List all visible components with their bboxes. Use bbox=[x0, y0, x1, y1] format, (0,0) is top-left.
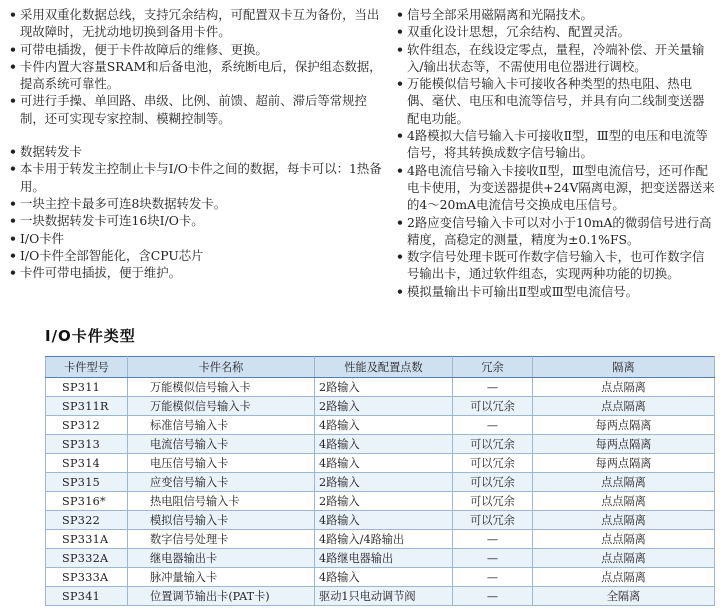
list-item-text: 信号全部采用磁隔离和光隔技术。 bbox=[407, 7, 593, 22]
cell-model: SP316* bbox=[46, 492, 128, 511]
table-header-row bbox=[46, 357, 715, 378]
column-header-name: 卡件名称 bbox=[128, 357, 315, 378]
list-item bbox=[8, 6, 388, 41]
list-item bbox=[8, 230, 388, 247]
io-card-table bbox=[45, 356, 715, 606]
cell-model: SP315 bbox=[46, 473, 128, 492]
right-column bbox=[395, 6, 715, 300]
cell-spec: 4路输入 bbox=[315, 568, 453, 587]
cell-name: 位置调节输出卡(PAT卡) bbox=[128, 587, 315, 606]
cell-isolation: 每两点隔离 bbox=[533, 454, 715, 473]
table-row bbox=[46, 416, 715, 435]
list-item-text: 数字信号处理卡既可作数字信号输入卡，也可作数字信号输出卡，通过软件组态，实现两种功能的切换。 bbox=[407, 249, 705, 282]
cell-spec: 4路输入 bbox=[315, 435, 453, 454]
column-header-redundancy: 冗余 bbox=[453, 357, 533, 378]
list-item bbox=[395, 248, 715, 283]
cell-redundancy: — bbox=[453, 416, 533, 435]
column-header-spec: 性能及配置点数 bbox=[315, 357, 453, 378]
bullet-icon: • bbox=[9, 58, 17, 74]
list-item-text: 采用双重化数据总线，支持冗余结构，可配置双卡互为备份，当出现故障时，无扰动地切换到备用卡件。 bbox=[20, 7, 380, 40]
table-row bbox=[46, 587, 715, 606]
bullet-icon: • bbox=[396, 128, 404, 144]
list-item bbox=[8, 195, 388, 212]
list-item-text: 万能模似信号输入卡可接收各种类型的热电阻、热电偶、毫伏、电压和电流等信号，并具有向二线制变送器配电功能。 bbox=[407, 76, 705, 126]
table-row bbox=[46, 397, 715, 416]
cell-redundancy: 可以冗余 bbox=[453, 454, 533, 473]
cell-isolation: 点点隔离 bbox=[533, 492, 715, 511]
list-item bbox=[8, 264, 388, 281]
table-row bbox=[46, 530, 715, 549]
feature-list-forwarding-io bbox=[8, 143, 388, 281]
cell-redundancy: — bbox=[453, 587, 533, 606]
cell-name: 电压信号输入卡 bbox=[128, 454, 315, 473]
list-item-text: 卡件内置大容量SRAM和后备电池，系统断电后，保护组态数据，提高系统可靠性。 bbox=[20, 58, 382, 92]
cell-isolation: 点点隔离 bbox=[533, 473, 715, 492]
cell-spec: 4路输入 bbox=[315, 416, 453, 435]
list-item-text: I/O卡件 bbox=[20, 230, 65, 246]
cell-isolation: 点点隔离 bbox=[533, 530, 715, 549]
cell-redundancy: — bbox=[453, 530, 533, 549]
cell-redundancy: — bbox=[453, 568, 533, 587]
cell-model: SP332A bbox=[46, 549, 128, 568]
list-item bbox=[395, 283, 715, 300]
cell-redundancy: 可以冗余 bbox=[453, 435, 533, 454]
table-row bbox=[46, 473, 715, 492]
list-item-text: 4路模拟大信号输入卡可接收Ⅱ型，Ⅲ型的电压和电流等信号，将其转换成数字信号输出。 bbox=[407, 128, 708, 161]
cell-name: 热电阻信号输入卡 bbox=[128, 492, 315, 511]
cell-isolation: 点点隔离 bbox=[533, 549, 715, 568]
bullet-icon: • bbox=[9, 93, 17, 109]
list-item-text: 卡件可带电插拔，便于维护。 bbox=[20, 265, 182, 281]
list-item-text: 双重化设计思想，冗余结构、配置灵活。 bbox=[407, 24, 631, 40]
list-item-text: 2路应变信号输入卡可以对小于10mA的微弱信号进行高精度，高稳定的测量，精度为±0.1%FS。 bbox=[407, 214, 712, 247]
bullet-icon: • bbox=[9, 230, 17, 246]
list-item bbox=[395, 75, 715, 127]
list-item-text: 可进行手操、单回路、串级、比例、前馈、超前、滞后等常规控制，还可实现专家控制、模糊控制等。 bbox=[20, 93, 367, 126]
table-row bbox=[46, 378, 715, 397]
cell-redundancy: 可以冗余 bbox=[453, 397, 533, 416]
bullet-icon: • bbox=[396, 283, 404, 299]
spacer bbox=[8, 127, 388, 143]
table-row bbox=[46, 549, 715, 568]
cell-name: 脉冲量输入卡 bbox=[128, 568, 315, 587]
cell-spec: 2路输入 bbox=[315, 473, 453, 492]
bullet-icon: • bbox=[396, 249, 404, 265]
cell-model: SP341 bbox=[46, 587, 128, 606]
cell-redundancy: — bbox=[453, 378, 533, 397]
cell-name: 模拟信号输入卡 bbox=[128, 511, 315, 530]
list-item-text: 一块数据转发卡可连16块I/O卡。 bbox=[20, 213, 204, 229]
column-header-model: 卡件型号 bbox=[46, 357, 128, 378]
bullet-icon: • bbox=[396, 162, 404, 178]
cell-spec: 4路输入 bbox=[315, 511, 453, 530]
cell-spec: 驱动1只电动调节阀 bbox=[315, 587, 453, 606]
list-item bbox=[395, 214, 715, 249]
table-row bbox=[46, 454, 715, 473]
cell-isolation: 点点隔离 bbox=[533, 568, 715, 587]
feature-list-main-control bbox=[8, 6, 388, 127]
cell-model: SP331A bbox=[46, 530, 128, 549]
cell-name: 万能模似信号输入卡 bbox=[128, 397, 315, 416]
list-item-text: 模拟量输出卡可输出Ⅱ型或Ⅲ型电流信号。 bbox=[407, 283, 639, 299]
section-title: I/O卡件类型 bbox=[45, 327, 136, 345]
list-item bbox=[395, 6, 715, 23]
table-row bbox=[46, 435, 715, 454]
cell-redundancy: 可以冗余 bbox=[453, 473, 533, 492]
table-row bbox=[46, 568, 715, 587]
list-item bbox=[395, 41, 715, 76]
cell-spec: 4路继电器输出 bbox=[315, 549, 453, 568]
bullet-icon: • bbox=[396, 76, 404, 92]
list-item bbox=[395, 23, 715, 40]
cell-spec: 2路输入 bbox=[315, 378, 453, 397]
list-item bbox=[8, 212, 388, 229]
list-item-text: 4路电流信号输入卡接收Ⅱ型，Ⅲ型电流信号，还可作配电卡使用，为变送器提供+24V隔离电源，把变送器送来的4～20mA电流信号交换成电压信号。 bbox=[407, 162, 715, 213]
bullet-icon: • bbox=[9, 7, 17, 22]
bullet-icon: • bbox=[9, 265, 17, 281]
cell-isolation: 点点隔离 bbox=[533, 511, 715, 530]
cell-spec: 2路输入 bbox=[315, 397, 453, 416]
cell-isolation: 每两点隔离 bbox=[533, 416, 715, 435]
table-row bbox=[46, 492, 715, 511]
cell-name: 万能模似信号输入卡 bbox=[128, 378, 315, 397]
list-item bbox=[8, 41, 388, 58]
feature-list-io-cards bbox=[395, 6, 715, 300]
cell-name: 继电器输出卡 bbox=[128, 549, 315, 568]
list-item bbox=[8, 247, 388, 264]
list-item-text: 本卡用于转发主控制止卡与I/O卡件之间的数据，每卡可以：1热备用。 bbox=[20, 161, 382, 194]
left-column bbox=[8, 6, 388, 281]
bullet-icon: • bbox=[9, 161, 17, 177]
bullet-icon: • bbox=[396, 7, 404, 22]
list-item bbox=[8, 58, 388, 93]
bullet-icon: • bbox=[9, 213, 17, 229]
bullet-icon: • bbox=[9, 41, 17, 57]
bullet-icon: • bbox=[396, 214, 404, 230]
cell-model: SP312 bbox=[46, 416, 128, 435]
cell-redundancy: 可以冗余 bbox=[453, 511, 533, 530]
cell-model: SP333A bbox=[46, 568, 128, 587]
cell-model: SP311R bbox=[46, 397, 128, 416]
cell-model: SP322 bbox=[46, 511, 128, 530]
cell-name: 数字信号处理卡 bbox=[128, 530, 315, 549]
list-item-text: 软件组态，在线设定零点，量程，冷端补偿、开关量输入/输出状态等，不需使用电位器进行调校。 bbox=[407, 41, 705, 74]
table-row bbox=[46, 511, 715, 530]
cell-isolation: 每两点隔离 bbox=[533, 435, 715, 454]
cell-name: 标准信号输入卡 bbox=[128, 416, 315, 435]
cell-redundancy: — bbox=[453, 549, 533, 568]
bullet-icon: • bbox=[9, 247, 17, 263]
bullet-icon: • bbox=[396, 41, 404, 57]
list-item-text: 一块主控卡最多可连8块数据转发卡。 bbox=[20, 195, 227, 211]
list-item bbox=[8, 160, 388, 195]
list-item bbox=[8, 92, 388, 127]
cell-model: SP311 bbox=[46, 378, 128, 397]
list-item bbox=[8, 143, 388, 160]
list-item bbox=[395, 162, 715, 214]
cell-isolation: 全隔离 bbox=[533, 587, 715, 606]
column-header-isolation: 隔离 bbox=[533, 357, 715, 378]
cell-spec: 2路输入 bbox=[315, 492, 453, 511]
cell-model: SP313 bbox=[46, 435, 128, 454]
bullet-icon: • bbox=[9, 144, 17, 160]
list-item-text: I/O卡件全部智能化，含CPU芯片 bbox=[20, 247, 204, 263]
list-item-text: 数据转发卡 bbox=[20, 144, 82, 160]
cell-spec: 4路输入/4路输出 bbox=[315, 530, 453, 549]
list-item bbox=[395, 127, 715, 162]
cell-redundancy: 可以冗余 bbox=[453, 492, 533, 511]
cell-isolation: 点点隔离 bbox=[533, 397, 715, 416]
cell-isolation: 点点隔离 bbox=[533, 378, 715, 397]
cell-name: 电流信号输入卡 bbox=[128, 435, 315, 454]
cell-spec: 4路输入 bbox=[315, 454, 453, 473]
cell-name: 应变信号输入卡 bbox=[128, 473, 315, 492]
cell-model: SP314 bbox=[46, 454, 128, 473]
bullet-icon: • bbox=[396, 24, 404, 40]
list-item-text: 可带电插拨，便于卡件故障后的维修、更换。 bbox=[20, 41, 268, 57]
table-body bbox=[46, 378, 715, 606]
bullet-icon: • bbox=[9, 195, 17, 211]
